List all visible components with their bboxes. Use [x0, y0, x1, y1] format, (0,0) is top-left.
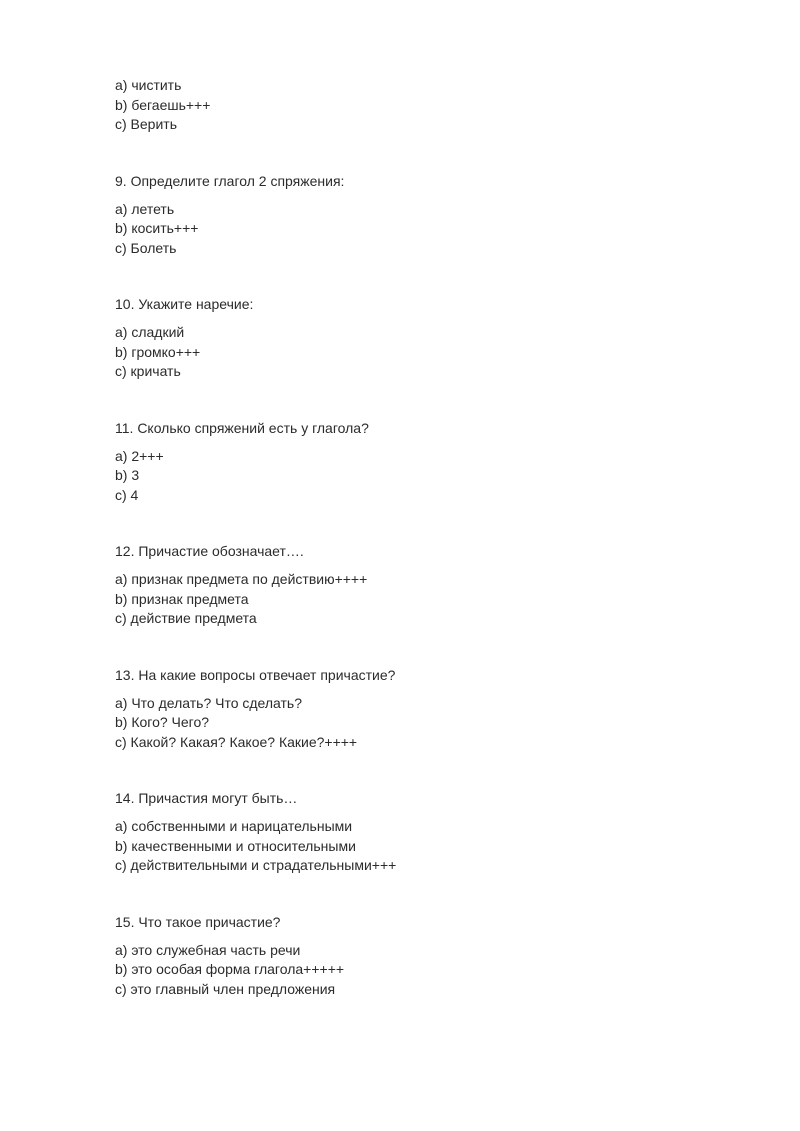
option-b: b) громко+++ [115, 343, 201, 360]
option-b: b) 3 [115, 467, 140, 483]
question-15 [115, 913, 755, 1000]
question-options [115, 694, 755, 753]
option-a: a) признак предмета по действию++++ [115, 571, 368, 587]
option-c: c) Верить [115, 116, 177, 132]
question-12 [115, 542, 755, 629]
option-b: b) косить+++ [115, 220, 199, 236]
document-page [115, 76, 755, 999]
question-13 [115, 666, 755, 753]
option-a: a) сладкий [115, 324, 185, 340]
option-b: b) качественными и относительными [115, 837, 356, 854]
question-options [115, 447, 755, 506]
option-c: c) кричать [115, 363, 181, 379]
question-9 [115, 172, 755, 259]
question-title: 9. Определите глагол 2 спряжения: [115, 172, 345, 189]
question-14 [115, 789, 755, 876]
question-title: 15. Что такое причастие? [115, 913, 281, 930]
question-options [115, 941, 755, 1000]
option-c: c) действие предмета [115, 610, 257, 626]
option-c: c) действительными и страдательными+++ [115, 857, 397, 873]
question-title: 13. На какие вопросы отвечает причастие? [115, 666, 396, 683]
question-options [115, 200, 755, 259]
option-c: c) это главный член предложения [115, 980, 336, 997]
option-a: a) чистить [115, 77, 182, 93]
question-title: 10. Укажите наречие: [115, 296, 254, 312]
option-c: c) 4 [115, 486, 139, 503]
option-b: b) признак предмета [115, 590, 249, 607]
question-options [115, 570, 755, 629]
question-10 [115, 295, 755, 382]
option-b: b) Кого? Чего? [115, 714, 210, 730]
option-b: b) бегаешь+++ [115, 96, 211, 113]
option-c: c) Болеть [115, 239, 177, 256]
question-options [115, 817, 755, 876]
option-a: a) 2+++ [115, 447, 164, 464]
intro-options [115, 76, 755, 135]
option-a: a) это служебная часть речи [115, 941, 301, 958]
question-title: 12. Причастие обозначает…. [115, 543, 304, 559]
option-c: c) Какой? Какая? Какое? Какие?++++ [115, 733, 358, 750]
question-title: 14. Причастия могут быть… [115, 790, 298, 806]
question-title: 11. Сколько спряжений есть у глагола? [115, 419, 369, 436]
option-a: a) Что делать? Что сделать? [115, 694, 303, 711]
option-a: a) лететь [115, 200, 175, 217]
question-11 [115, 419, 755, 506]
option-b: b) это особая форма глагола+++++ [115, 961, 345, 977]
question-options [115, 323, 755, 382]
option-a: a) собственными и нарицательными [115, 818, 353, 834]
